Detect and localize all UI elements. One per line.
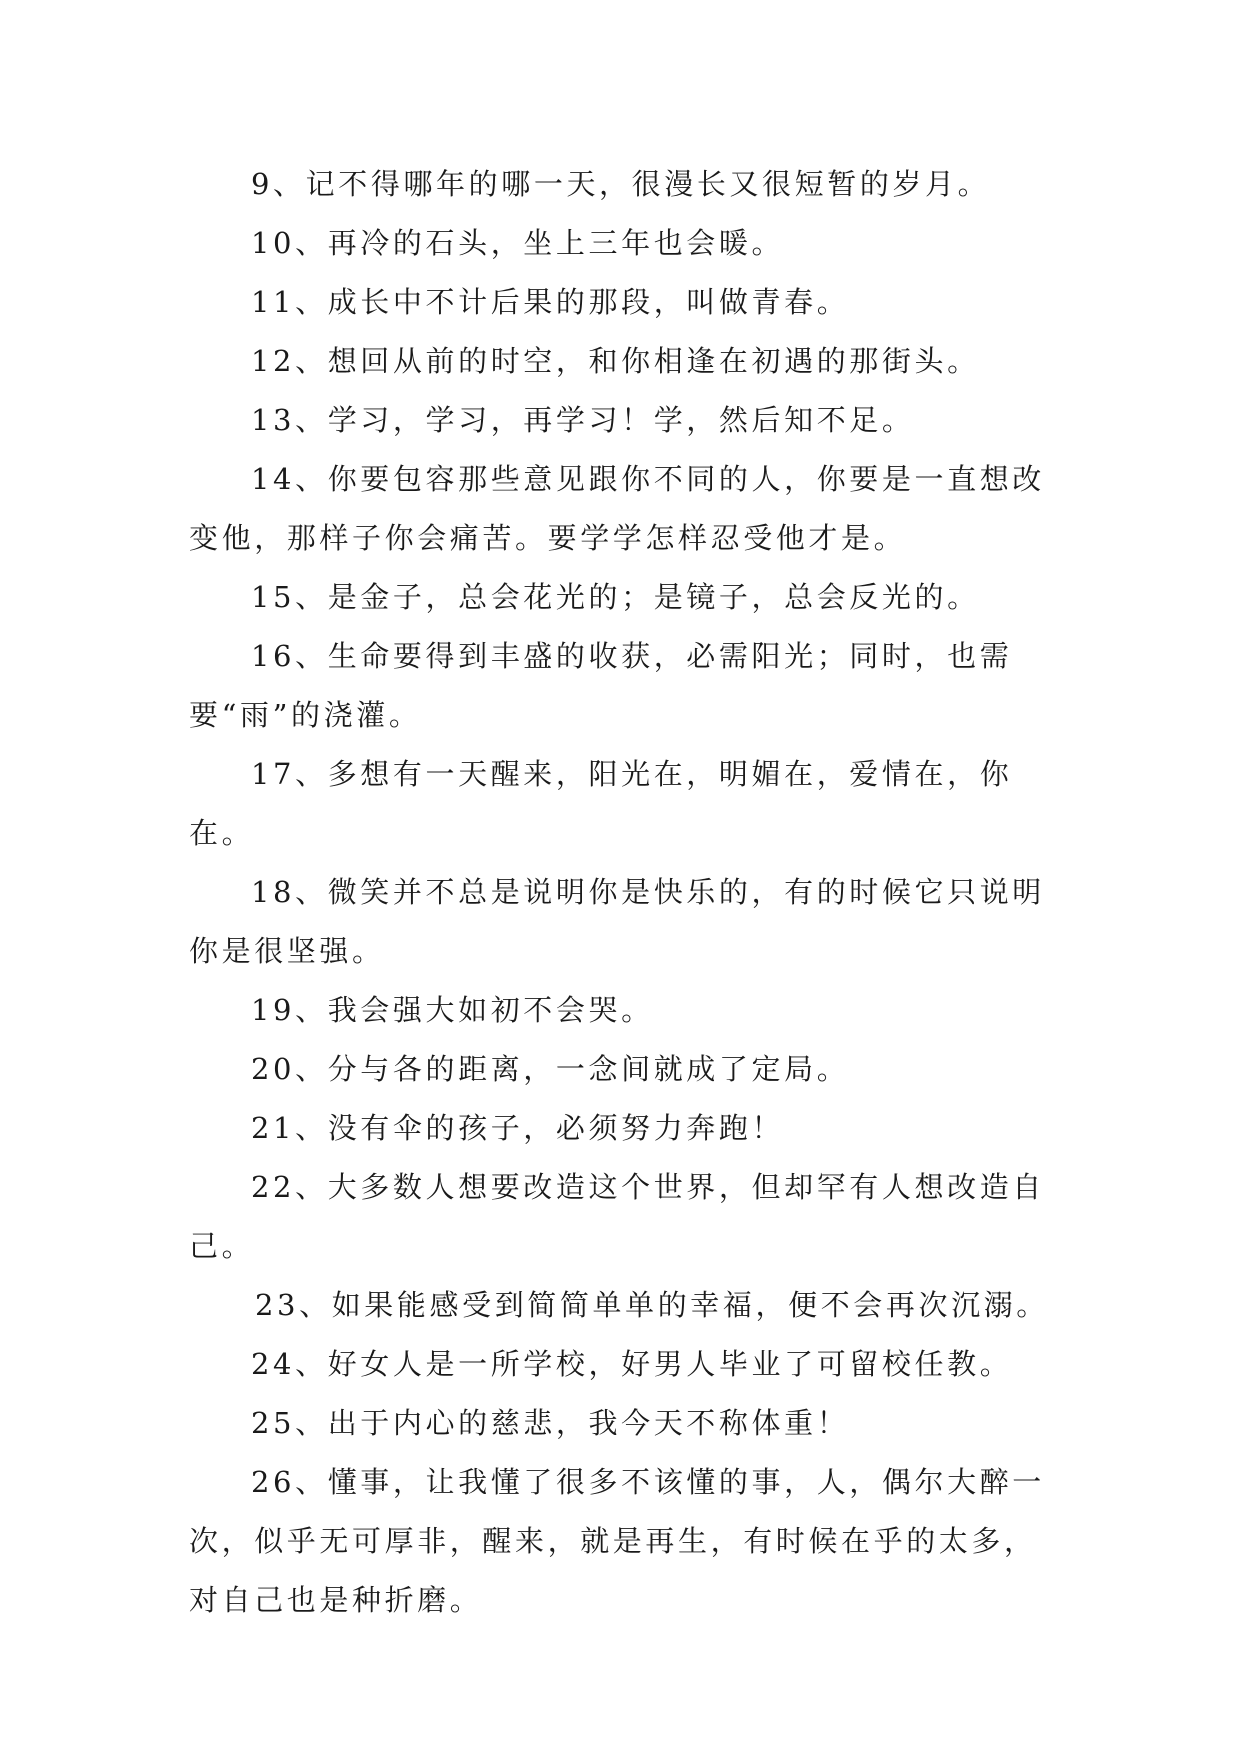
quote-paragraph-12: 12、想回从前的时空，和你相逢在初遇的那街头。 [251,344,980,378]
quote-paragraph-18: 18、微笑并不总是说明你是快乐的，有的时候它只说明你是很坚强。 [189,875,1045,968]
document-body [189,155,1069,1630]
quote-paragraph-21: 21、没有伞的孩子，必须努力奔跑！ [251,1111,785,1145]
quote-paragraph-20: 20、分与各的距离，一念间就成了定局。 [251,1052,850,1086]
quote-paragraph-15: 15、是金子，总会花光的；是镜子，总会反光的。 [251,580,980,614]
quote-paragraph-17: 17、多想有一天醒来，阳光在，明媚在，爱情在，你在。 [189,757,1013,850]
quote-paragraph-10: 10、再冷的石头，坐上三年也会暖。 [251,226,785,260]
quote-paragraph-13: 13、学习，学习，再学习！学，然后知不足。 [251,403,915,437]
quote-paragraph-24: 24、好女人是一所学校，好男人毕业了可留校任教。 [251,1347,1013,1381]
quote-paragraph-9: 9、记不得哪年的哪一天，很漫长又很短暂的岁月。 [251,167,991,201]
quote-paragraph-16: 16、生命要得到丰盛的收获，必需阳光；同时，也需要“雨”的浇灌。 [189,639,1013,732]
quote-paragraph-19: 19、我会强大如初不会哭。 [251,993,654,1027]
quote-paragraph-25: 25、出于内心的慈悲，我今天不称体重！ [251,1406,850,1440]
quote-paragraph-14: 14、你要包容那些意见跟你不同的人，你要是一直想改变他，那样子你会痛苦。要学学怎样忍受他才是。 [189,462,1045,555]
quote-paragraph-11: 11、成长中不计后果的那段，叫做青春。 [251,285,850,319]
quote-paragraph-22: 22、大多数人想要改造这个世界，但却罕有人想改造自己。 [189,1170,1045,1263]
quote-paragraph-23: 23、如果能感受到简简单单的幸福，便不会再次沉溺。 [255,1288,1049,1322]
quote-paragraph-26: 26、懂事，让我懂了很多不该懂的事，人，偶尔大醉一次，似乎无可厚非，醒来，就是再生，有时候在乎的太多，对自己也是种折磨。 [189,1465,1045,1617]
